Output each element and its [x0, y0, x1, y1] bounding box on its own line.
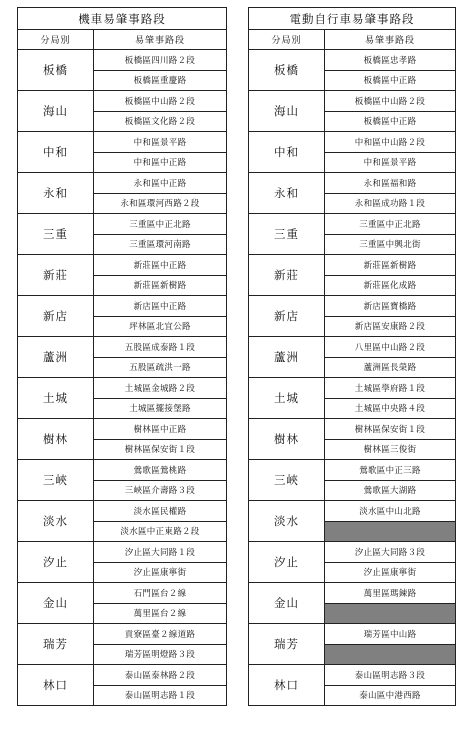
table-row — [18, 542, 227, 563]
table-row — [249, 624, 456, 645]
district-cell: 海山 — [18, 91, 94, 132]
table-title: 電動自行車易肇事路段 — [249, 8, 456, 30]
road-cell: 鶯歌區中正三路 — [325, 460, 456, 481]
district-cell: 中和 — [18, 132, 94, 173]
road-cell: 新莊區中正路 — [94, 255, 227, 276]
road-cell: 瑞芳區明燈路３段 — [94, 644, 227, 665]
road-cell: 淡水區中山北路 — [325, 501, 456, 522]
district-cell: 新店 — [18, 296, 94, 337]
road-cell: 三重區中正北路 — [325, 214, 456, 235]
road-cell: 五股區疏洪一路 — [94, 357, 227, 378]
road-cell: 板橋區重慶路 — [94, 70, 227, 91]
road-cell: 板橋區文化路２段 — [94, 111, 227, 132]
table-row — [18, 624, 227, 645]
table-row — [18, 296, 227, 317]
road-cell: 泰山區明志路１段 — [94, 685, 227, 706]
road-cell: 三重區中正北路 — [94, 214, 227, 235]
road-cell: 泰山區中港西路 — [325, 685, 456, 706]
district-cell: 三重 — [18, 214, 94, 255]
road-cell: 中和區中正路 — [94, 152, 227, 173]
ebike-accident-table — [248, 7, 456, 706]
road-cell: 板橋區忠孝路 — [325, 50, 456, 71]
road-cell: 樹林區中正路 — [94, 419, 227, 440]
district-cell: 土城 — [249, 378, 325, 419]
road-cell: 永和區成功路１段 — [325, 193, 456, 214]
district-cell: 永和 — [249, 173, 325, 214]
road-cell: 八里區中山路２段 — [325, 337, 456, 358]
road-cell: 三重區中興北街 — [325, 234, 456, 255]
road-cell: 三峽區介壽路３段 — [94, 480, 227, 501]
district-cell: 汐止 — [18, 542, 94, 583]
road-cell: 永和區中正路 — [94, 173, 227, 194]
table-title: 機車易肇事路段 — [18, 8, 227, 30]
column-header-road: 易肇事路段 — [94, 30, 227, 50]
table-row — [18, 378, 227, 399]
district-cell: 新莊 — [18, 255, 94, 296]
road-cell: 土城區學府路１段 — [325, 378, 456, 399]
road-cell: 貢寮區臺２線道路 — [94, 624, 227, 645]
road-cell: 樹林區保安街１段 — [325, 419, 456, 440]
road-cell: 淡水區中正東路２段 — [94, 521, 227, 542]
table-row — [18, 583, 227, 604]
table-row — [18, 419, 227, 440]
table-row — [249, 419, 456, 440]
table-row — [249, 132, 456, 153]
district-cell: 汐止 — [249, 542, 325, 583]
road-cell: 新莊區新樹路 — [325, 255, 456, 276]
road-cell: 中和區景平路 — [94, 132, 227, 153]
district-cell: 淡水 — [18, 501, 94, 542]
district-cell: 永和 — [18, 173, 94, 214]
road-cell: 石門區台２線 — [94, 583, 227, 604]
table-row — [18, 255, 227, 276]
district-cell: 瑞芳 — [249, 624, 325, 665]
district-cell: 三峽 — [18, 460, 94, 501]
column-header-road: 易肇事路段 — [325, 30, 456, 50]
table-row — [249, 173, 456, 194]
table-row — [249, 378, 456, 399]
road-cell: 泰山區泰林路２段 — [94, 665, 227, 686]
road-cell: 新店區寶橋路 — [325, 296, 456, 317]
table-row — [18, 173, 227, 194]
table-row — [249, 255, 456, 276]
district-cell: 樹林 — [249, 419, 325, 460]
road-cell: 五股區成泰路１段 — [94, 337, 227, 358]
district-cell: 中和 — [249, 132, 325, 173]
road-cell: 萬里區瑪鋉路 — [325, 583, 456, 604]
table-row — [249, 296, 456, 317]
district-cell: 金山 — [249, 583, 325, 624]
district-cell: 淡水 — [249, 501, 325, 542]
road-cell: 樹林區保安街１段 — [94, 439, 227, 460]
district-cell: 瑞芳 — [18, 624, 94, 665]
road-cell: 汐止區大同路３段 — [325, 542, 456, 563]
district-cell: 板橋 — [18, 50, 94, 91]
road-cell: 瑞芳區中山路 — [325, 624, 456, 645]
road-cell: 新莊區新樹路 — [94, 275, 227, 296]
table-row — [249, 214, 456, 235]
road-cell: 萬里區台２線 — [94, 603, 227, 624]
road-cell: 板橋區中正路 — [325, 111, 456, 132]
district-cell: 土城 — [18, 378, 94, 419]
table-row — [249, 91, 456, 112]
road-cell: 板橋區中山路２段 — [325, 91, 456, 112]
table-row — [18, 460, 227, 481]
road-cell: 汐止區康寧街 — [325, 562, 456, 583]
table-row — [249, 583, 456, 604]
table-row — [18, 501, 227, 522]
district-cell: 新店 — [249, 296, 325, 337]
table-row — [249, 501, 456, 522]
scooter-accident-table — [17, 7, 227, 706]
district-cell: 三峽 — [249, 460, 325, 501]
table-row — [249, 460, 456, 481]
table-row — [249, 50, 456, 71]
road-cell: 三重區環河南路 — [94, 234, 227, 255]
road-cell: 新莊區化成路 — [325, 275, 456, 296]
road-cell: 中和區景平路 — [325, 152, 456, 173]
district-cell: 金山 — [18, 583, 94, 624]
road-cell: 新店區安康路２段 — [325, 316, 456, 337]
road-cell: 蘆洲區長榮路 — [325, 357, 456, 378]
road-cell: 板橋區中山路２段 — [94, 91, 227, 112]
road-cell: 土城區擺接堡路 — [94, 398, 227, 419]
road-cell: 永和區福和路 — [325, 173, 456, 194]
column-header-district: 分局別 — [249, 30, 325, 50]
table-row — [249, 337, 456, 358]
table-row — [18, 665, 227, 686]
table-row — [249, 665, 456, 686]
empty-road-cell — [325, 521, 456, 542]
table-row — [18, 50, 227, 71]
road-cell: 中和區中山路２段 — [325, 132, 456, 153]
table-row — [18, 337, 227, 358]
empty-road-cell — [325, 603, 456, 624]
road-cell: 新店區中正路 — [94, 296, 227, 317]
district-cell: 蘆洲 — [249, 337, 325, 378]
road-cell: 板橋區中正路 — [325, 70, 456, 91]
road-cell: 永和區環河西路２段 — [94, 193, 227, 214]
road-cell: 土城區中央路４段 — [325, 398, 456, 419]
district-cell: 板橋 — [249, 50, 325, 91]
district-cell: 三重 — [249, 214, 325, 255]
district-cell: 新莊 — [249, 255, 325, 296]
road-cell: 樹林區三俊街 — [325, 439, 456, 460]
road-cell: 淡水區民權路 — [94, 501, 227, 522]
road-cell: 鶯歌區鶯桃路 — [94, 460, 227, 481]
district-cell: 林口 — [249, 665, 325, 706]
road-cell: 鶯歌區大湖路 — [325, 480, 456, 501]
empty-road-cell — [325, 644, 456, 665]
district-cell: 海山 — [249, 91, 325, 132]
road-cell: 板橋區四川路２段 — [94, 50, 227, 71]
district-cell: 林口 — [18, 665, 94, 706]
table-row — [18, 214, 227, 235]
road-cell: 汐止區康寧街 — [94, 562, 227, 583]
road-cell: 汐止區大同路１段 — [94, 542, 227, 563]
road-cell: 泰山區明志路３段 — [325, 665, 456, 686]
table-row — [18, 91, 227, 112]
district-cell: 蘆洲 — [18, 337, 94, 378]
table-row — [249, 542, 456, 563]
road-cell: 土城區金城路２段 — [94, 378, 227, 399]
district-cell: 樹林 — [18, 419, 94, 460]
road-cell: 坪林區北宜公路 — [94, 316, 227, 337]
table-row — [18, 132, 227, 153]
column-header-district: 分局別 — [18, 30, 94, 50]
